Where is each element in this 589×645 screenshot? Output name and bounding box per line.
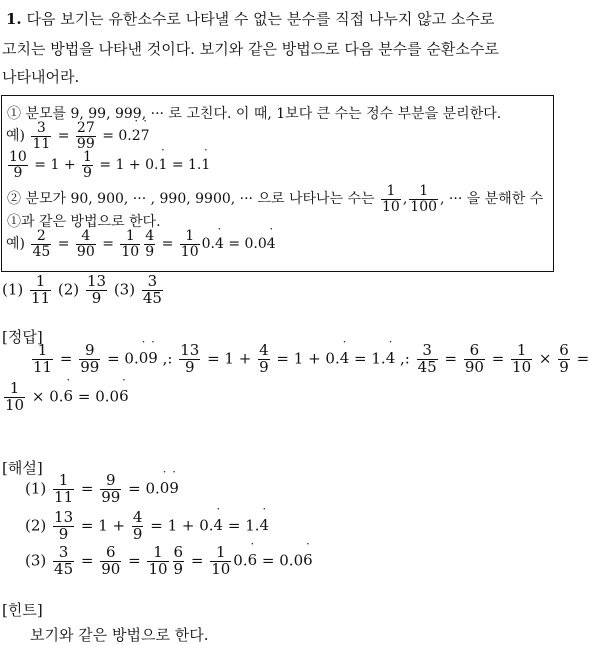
fraction: $\frac{1}{10}$: [148, 543, 168, 578]
fraction: $\frac{4}{90}$: [76, 228, 95, 260]
box-rule-2: ② 분모가 90, 900, ··· , 990, 9900, ··· 으로 나타나는 수는 $\frac{1}{10}$ , $\frac{1}{100}$ , ··· 을 분해한 수: [7, 183, 544, 215]
fraction: $\frac{1}{11}$: [54, 471, 74, 506]
problem-text-2: 고치는 방법을 나타낸 것이다. 보기와 같은 방법으로 다음 분수를 순환소수로: [2, 40, 499, 58]
repeating-digit: ˙ 4: [215, 236, 224, 252]
answer-heading: [정답]: [2, 328, 43, 346]
question-1-fraction: $\frac{1}{11}$: [31, 272, 51, 307]
repeating-digit: ˙ 9: [148, 349, 158, 367]
hint-text: 보기와 같은 방법으로 한다.: [30, 626, 209, 644]
fraction: $\frac{1}{9}$: [83, 149, 92, 181]
explanation-label: (2): [25, 516, 47, 535]
expr-text: = 0.0: [228, 236, 267, 253]
expr-text: = 0.0: [261, 551, 304, 570]
expr-text: 0.: [233, 551, 248, 570]
fraction: $\frac{6}{90}$: [464, 341, 484, 376]
fraction: $\frac{1}{10}$: [512, 341, 532, 376]
repeating-digit: ˙ 9: [169, 479, 179, 497]
box-example-1: 예) $\frac{3}{11}$ = $\frac{27}{99}$ = 0.˙ 2˙ 7: [6, 121, 150, 151]
answer-line-2: [2, 381, 129, 414]
expr-text: = 0.: [128, 479, 160, 498]
question-1-label: (1): [2, 280, 24, 299]
expr-text: = 0.: [107, 349, 139, 368]
repeating-digit: ˙ 4: [267, 236, 276, 252]
decimal-prefix: = 0.: [102, 128, 132, 145]
expr-text: × 0.: [31, 387, 64, 406]
problem-text-1: 다음 보기는 유한소수로 나타낼 수 없는 분수를 직접 나누지 않고 소수로: [26, 10, 495, 28]
repeating-digit: ˙ 1: [201, 157, 210, 173]
explanation-line-1: (1) $\frac{1}{11}$ = $\frac{9}{99}$ = 0.˙ 0˙ 9: [25, 473, 179, 506]
repeating-digit: ˙ 4: [340, 349, 350, 367]
fraction: $\frac{13}{9}$: [54, 508, 74, 543]
explanation-line-3: (3) $\frac{3}{45}$ = $\frac{6}{90}$ = $\frac{1}{10}$ $\frac{6}{9}$ = $\frac{1}{10}$ 0.˙ 6 = 0.0˙ 6: [25, 545, 313, 578]
expr-text: = 1 + 0.: [276, 349, 340, 368]
fraction: $\frac{4}{9}$: [145, 228, 155, 260]
box-rule-1: ① 분모를 9, 99, 999, ··· 로 고친다. 이 때, 1보다 큰 수는 정수 부분을 분리한다.: [7, 106, 502, 122]
fraction: $\frac{4}{9}$: [132, 508, 143, 543]
expr-text: = 1 +: [207, 349, 252, 368]
expr-text: = 1 + 0.: [150, 516, 214, 535]
fraction: $\frac{9}{99}$: [80, 341, 100, 376]
fraction: $\frac{10}{9}$: [9, 149, 27, 181]
fraction: $\frac{1}{10}$: [180, 228, 199, 260]
problem-number: 1.: [6, 10, 22, 28]
repeating-digit: ˙ 0: [160, 479, 170, 497]
fraction: $\frac{27}{99}$: [76, 120, 95, 152]
fraction: $\frac{6}{90}$: [101, 543, 121, 578]
box-example-3: 예) $\frac{2}{45}$ = $\frac{4}{90}$ = $\frac{1}{10}$ $\frac{4}{9}$ = $\frac{1}{10}$ 0.˙ 4 = 0.0˙ 4: [6, 229, 276, 259]
separator: ,:: [400, 349, 410, 368]
fraction: $\frac{6}{9}$: [559, 341, 569, 376]
fraction: $\frac{13}{9}$: [180, 341, 200, 376]
expr-text: = 1 +: [34, 157, 76, 174]
repeating-digit: ˙ 0: [139, 349, 149, 367]
fraction: $\frac{3}{45}$: [417, 341, 437, 376]
expr-text: = 1.: [171, 157, 202, 174]
expr-text: = 1 + 0.: [99, 157, 159, 174]
expr-text: = 1.: [354, 349, 386, 368]
fraction: $\frac{1}{100}$: [410, 183, 438, 215]
repeating-digit: ˙ 6: [303, 551, 313, 569]
fraction: $\frac{1}{11}$: [33, 341, 53, 376]
explanation-label: (3): [25, 551, 47, 570]
fraction: $\frac{3}{45}$: [54, 543, 74, 578]
question-3-fraction: $\frac{3}{45}$: [142, 272, 162, 307]
repeating-digit: ˙ 1: [158, 157, 167, 173]
explanation-line-2: [25, 510, 269, 543]
explanation-heading: [해설]: [2, 459, 43, 477]
box-rule-2-cont: ①과 같은 방법으로 한다.: [7, 214, 161, 230]
hint-heading: [힌트]: [2, 601, 43, 619]
repeating-digit: ˙ 6: [64, 387, 74, 405]
repeating-digit: ˙ 2: [132, 128, 141, 144]
fraction: $\frac{2}{45}$: [32, 228, 51, 260]
separator: ,:: [162, 349, 173, 368]
fraction: $\frac{1}{10}$: [5, 379, 25, 414]
fraction: $\frac{3}{11}$: [32, 120, 51, 152]
example-label: 예): [6, 236, 25, 253]
rule-text: ② 분모가 90, 900, ··· , 990, 9900, ··· 으로 나타나는 수는: [7, 191, 375, 208]
question-list: [2, 274, 165, 307]
question-3-label: (3): [113, 280, 136, 299]
question-2-label: (2): [57, 280, 80, 299]
expr-text: 0.: [201, 236, 215, 253]
rule-text: , ··· 을 분해한 수: [440, 191, 544, 208]
expr-text: = 0.0: [77, 387, 120, 406]
example-label: 예): [6, 128, 25, 145]
repeating-digit: ˙ 4: [386, 349, 396, 367]
repeating-digit: ˙ 6: [248, 551, 258, 569]
fraction: $\frac{1}{10}$: [211, 543, 231, 578]
question-2-fraction: $\frac{13}{9}$: [86, 272, 107, 307]
repeating-digit: ˙ 6: [119, 387, 129, 405]
expr-text: = 1 +: [80, 516, 126, 535]
problem-text-3: 나타내어라.: [2, 68, 80, 86]
box-example-2: [6, 150, 210, 180]
repeating-digit: ˙ 4: [214, 516, 224, 534]
explanation-label: (1): [25, 479, 47, 498]
fraction: $\frac{4}{9}$: [259, 341, 269, 376]
fraction: $\frac{1}{10}$: [121, 228, 140, 260]
fraction: $\frac{9}{99}$: [101, 471, 121, 506]
repeating-digit: ˙ 4: [260, 516, 270, 534]
answer-line-1: $\frac{1}{11}$ = $\frac{9}{99}$ = 0.˙ 0˙ 9 ,: $\frac{13}{9}$ = 1 + $\frac{4}{9}$ = 1 + 0.˙ 4 = 1.˙ 4 ,: $\frac{3}{45}$ = $\frac{6}{90}$ = $\frac{1}{10}$ × $\frac{6}{9}$ =: [30, 343, 589, 376]
repeating-digit: ˙ 7: [141, 128, 150, 144]
fraction: $\frac{6}{9}$: [173, 543, 184, 578]
times-sign: ×: [538, 349, 552, 368]
problem-line-1: [6, 8, 494, 29]
fraction: $\frac{1}{10}$: [382, 183, 400, 215]
expr-text: = 1.: [227, 516, 260, 535]
